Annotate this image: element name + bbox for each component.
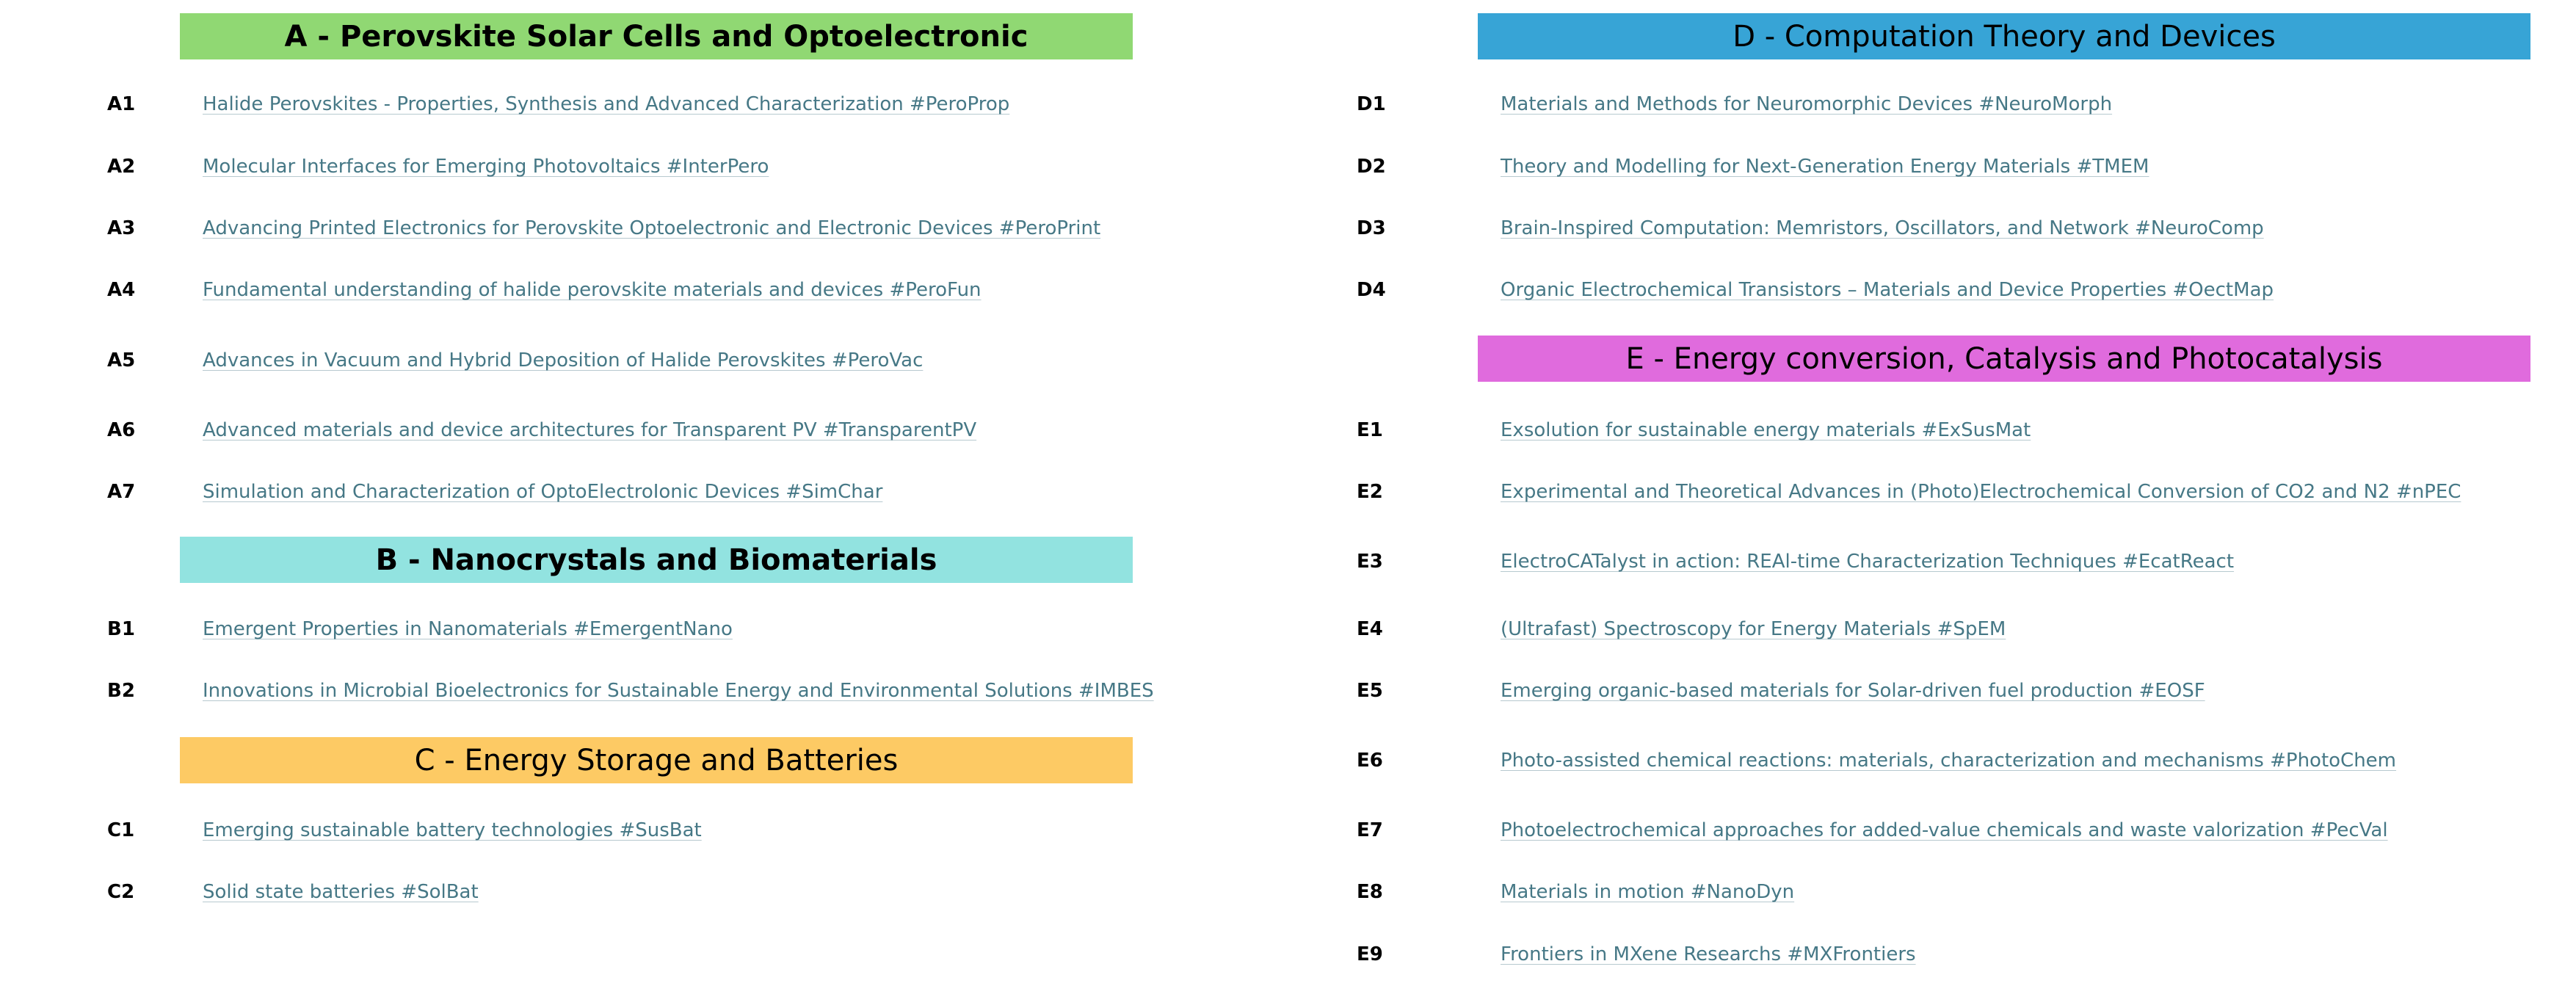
item-link[interactable]: Fundamental understanding of halide perovskite materials and devices #PeroFun <box>203 279 982 301</box>
list-item-a4 <box>0 275 1145 305</box>
item-code: A1 <box>107 93 136 115</box>
item-link[interactable]: Photo-assisted chemical reactions: materials, characterization and mechanisms #PhotoChem <box>1501 750 2397 772</box>
item-code: A2 <box>107 156 136 178</box>
item-code: D2 <box>1357 156 1386 178</box>
list-item-b1 <box>0 614 1145 644</box>
item-code: E7 <box>1357 819 1383 841</box>
item-code: E9 <box>1357 943 1383 965</box>
item-link[interactable]: Experimental and Theoretical Advances in (Photo)Electrochemical Conversion of CO2 and N2 #nPEC <box>1501 481 2461 503</box>
list-item-a7 <box>0 477 1145 507</box>
list-item-c2 <box>0 877 1145 907</box>
list-item-b2 <box>0 676 1154 706</box>
list-item-c1 <box>0 816 1145 845</box>
item-code: C1 <box>107 819 135 841</box>
item-link[interactable]: Emerging sustainable battery technologies #SusBat <box>203 819 702 841</box>
list-item-a6 <box>0 416 1145 445</box>
list-item-e8 <box>1288 877 2576 907</box>
list-item-a1 <box>0 90 1145 119</box>
list-item-a5 <box>0 346 1145 375</box>
item-code: E6 <box>1357 750 1383 772</box>
item-code: E8 <box>1357 881 1383 903</box>
list-item-e2 <box>1288 477 2576 507</box>
section-d-header: D - Computation Theory and Devices <box>1478 13 2530 59</box>
list-item-e4 <box>1288 614 2576 644</box>
list-item-e5 <box>1288 676 2576 706</box>
section-e-header: E - Energy conversion, Catalysis and Photocatalysis <box>1478 336 2530 382</box>
item-code: D3 <box>1357 217 1386 239</box>
item-code: D4 <box>1357 279 1386 301</box>
section-a-header: A - Perovskite Solar Cells and Optoelectronic <box>180 13 1133 59</box>
item-link[interactable]: Organic Electrochemical Transistors – Materials and Device Properties #OectMap <box>1501 279 2274 301</box>
item-link[interactable]: Emerging organic-based materials for Solar-driven fuel production #EOSF <box>1501 680 2205 702</box>
item-link[interactable]: Frontiers in MXene Researchs #MXFrontiers <box>1501 943 1916 965</box>
item-code: C2 <box>107 881 135 903</box>
item-code: A3 <box>107 217 136 239</box>
item-link[interactable]: Exsolution for sustainable energy materials #ExSusMat <box>1501 419 2031 441</box>
item-code: E1 <box>1357 419 1383 441</box>
item-code: E2 <box>1357 481 1383 503</box>
item-link[interactable]: Advanced materials and device architectures for Transparent PV #TransparentPV <box>203 419 977 441</box>
item-link[interactable]: Materials and Methods for Neuromorphic Devices #NeuroMorph <box>1501 93 2113 115</box>
item-link[interactable]: Innovations in Microbial Bioelectronics for Sustainable Energy and Environmental Solutions #IMBES <box>203 680 1154 702</box>
item-link[interactable]: Molecular Interfaces for Emerging Photovoltaics #InterPero <box>203 156 769 178</box>
item-link[interactable]: ElectroCATalyst in action: REAl-time Characterization Techniques #EcatReact <box>1501 551 2235 573</box>
list-item-d4 <box>1288 275 2576 305</box>
item-code: E5 <box>1357 680 1383 702</box>
item-link[interactable]: Advancing Printed Electronics for Perovskite Optoelectronic and Electronic Devices #PeroPrint <box>203 217 1101 239</box>
item-link[interactable]: Advances in Vacuum and Hybrid Deposition of Halide Perovskites #PeroVac <box>203 349 924 371</box>
item-code: A7 <box>107 481 136 503</box>
list-item-a3 <box>0 214 1145 243</box>
list-item-d1 <box>1288 90 2576 119</box>
list-item-e9 <box>1288 940 2576 969</box>
item-link[interactable]: Theory and Modelling for Next-Generation Energy Materials #TMEM <box>1501 156 2149 178</box>
item-code: D1 <box>1357 93 1386 115</box>
list-item-e1 <box>1288 416 2576 445</box>
item-link[interactable]: Solid state batteries #SolBat <box>203 881 479 903</box>
item-link[interactable]: Brain-Inspired Computation: Memristors, Oscillators, and Network #NeuroComp <box>1501 217 2264 239</box>
item-link[interactable]: Emergent Properties in Nanomaterials #EmergentNano <box>203 618 733 640</box>
list-item-d3 <box>1288 214 2576 243</box>
item-code: B2 <box>107 680 135 702</box>
item-link[interactable]: Materials in motion #NanoDyn <box>1501 881 1795 903</box>
item-code: B1 <box>107 618 135 640</box>
list-item-e7 <box>1288 816 2576 845</box>
item-code: A4 <box>107 279 136 301</box>
item-link[interactable]: Halide Perovskites - Properties, Synthesis and Advanced Characterization #PeroProp <box>203 93 1010 115</box>
item-link[interactable]: Photoelectrochemical approaches for added-value chemicals and waste valorization #PecVal <box>1501 819 2388 841</box>
list-item-e3 <box>1288 547 2576 576</box>
list-item-e6 <box>1288 746 2576 775</box>
item-link[interactable]: (Ultrafast) Spectroscopy for Energy Materials #SpEM <box>1501 618 2006 640</box>
section-c-header: C - Energy Storage and Batteries <box>180 737 1133 783</box>
item-code: E3 <box>1357 551 1383 573</box>
section-b-header: B - Nanocrystals and Biomaterials <box>180 537 1133 583</box>
list-item-d2 <box>1288 152 2576 181</box>
item-code: A5 <box>107 349 136 371</box>
item-code: A6 <box>107 419 136 441</box>
item-code: E4 <box>1357 618 1383 640</box>
list-item-a2 <box>0 152 1145 181</box>
item-link[interactable]: Simulation and Characterization of OptoElectroIonic Devices #SimChar <box>203 481 883 503</box>
